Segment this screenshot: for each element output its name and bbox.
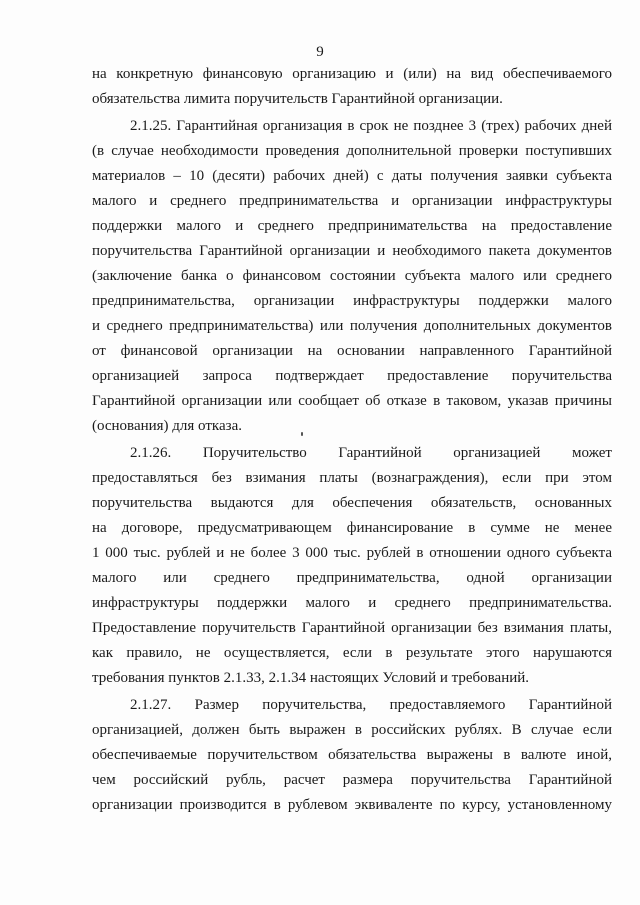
text-line: поддержки малого и среднего предпринимательства на предоставление: [92, 218, 612, 234]
text-line: организации производится в рублевом эквиваленте по курсу, установленному: [92, 797, 612, 813]
text-line: инфраструктуры поддержки малого и среднего предпринимательства.: [92, 595, 612, 611]
text-line: и среднего предпринимательства) или получения дополнительных документов: [92, 318, 612, 334]
text-line: обеспечиваемые поручительством обязательства выражены в валюте иной,: [92, 747, 612, 763]
text-line: организацией, должен быть выражен в российских рублях. В случае если: [92, 722, 612, 738]
text-line: на договоре, предусматривающем финансирование в сумме не менее: [92, 520, 612, 536]
text-line: чем российский рубль, расчет размера поручительства Гарантийной: [92, 772, 612, 788]
text-line: (основания) для отказа.: [92, 418, 242, 434]
text-line: 1 000 тыс. рублей и не более 3 000 тыс. рублей в отношении одного субъекта: [92, 545, 612, 561]
page-number: 9: [316, 44, 324, 60]
text-line: малого или среднего предпринимательства, одной организации: [92, 570, 612, 586]
text-line: предоставляться без взимания платы (вознаграждения), если при этом: [92, 470, 612, 486]
scan-speck: [301, 432, 303, 436]
text-line: материалов – 10 (десяти) рабочих дней) с даты получения заявки субъекта: [92, 168, 612, 184]
text-line: предпринимательства, организации инфраструктуры поддержки малого: [92, 293, 612, 309]
text-line: (заключение банка о финансовом состоянии субъекта малого или среднего: [92, 268, 612, 284]
clause-2-1-25-start: 2.1.25. Гарантийная организация в срок не позднее 3 (трех) рабочих дней: [130, 118, 612, 134]
text-line: на конкретную финансовую организацию и (или) на вид обеспечиваемого: [92, 66, 612, 82]
text-line: обязательства лимита поручительств Гарантийной организации.: [92, 91, 503, 107]
text-line: как правило, не осуществляется, если в результате этого нарушаются: [92, 645, 612, 661]
document-body: [92, 58, 612, 814]
text-line: малого и среднего предпринимательства и организации инфраструктуры: [92, 193, 612, 209]
text-line: поручительства выдаются для обеспечения обязательств, основанных: [92, 495, 612, 511]
text-line: Гарантийной организации или сообщает об отказе в таковом, указав причины: [92, 393, 612, 409]
clause-2-1-27-start: 2.1.27. Размер поручительства, предоставляемого Гарантийной: [130, 697, 612, 713]
text-line: организацией запроса подтверждает предоставление поручительства: [92, 368, 612, 384]
text-line: от финансовой организации на основании направленного Гарантийной: [92, 343, 612, 359]
text-line: (в случае необходимости проведения дополнительной проверки поступивших: [92, 143, 612, 159]
clause-2-1-26-start: 2.1.26. Поручительство Гарантийной организацией может: [130, 445, 612, 461]
text-line: поручительства Гарантийной организации и необходимого пакета документов: [92, 243, 612, 259]
text-line: требования пунктов 2.1.33, 2.1.34 настоящих Условий и требований.: [92, 670, 530, 686]
text-line: Предоставление поручительств Гарантийной организации без взимания платы,: [92, 620, 612, 636]
